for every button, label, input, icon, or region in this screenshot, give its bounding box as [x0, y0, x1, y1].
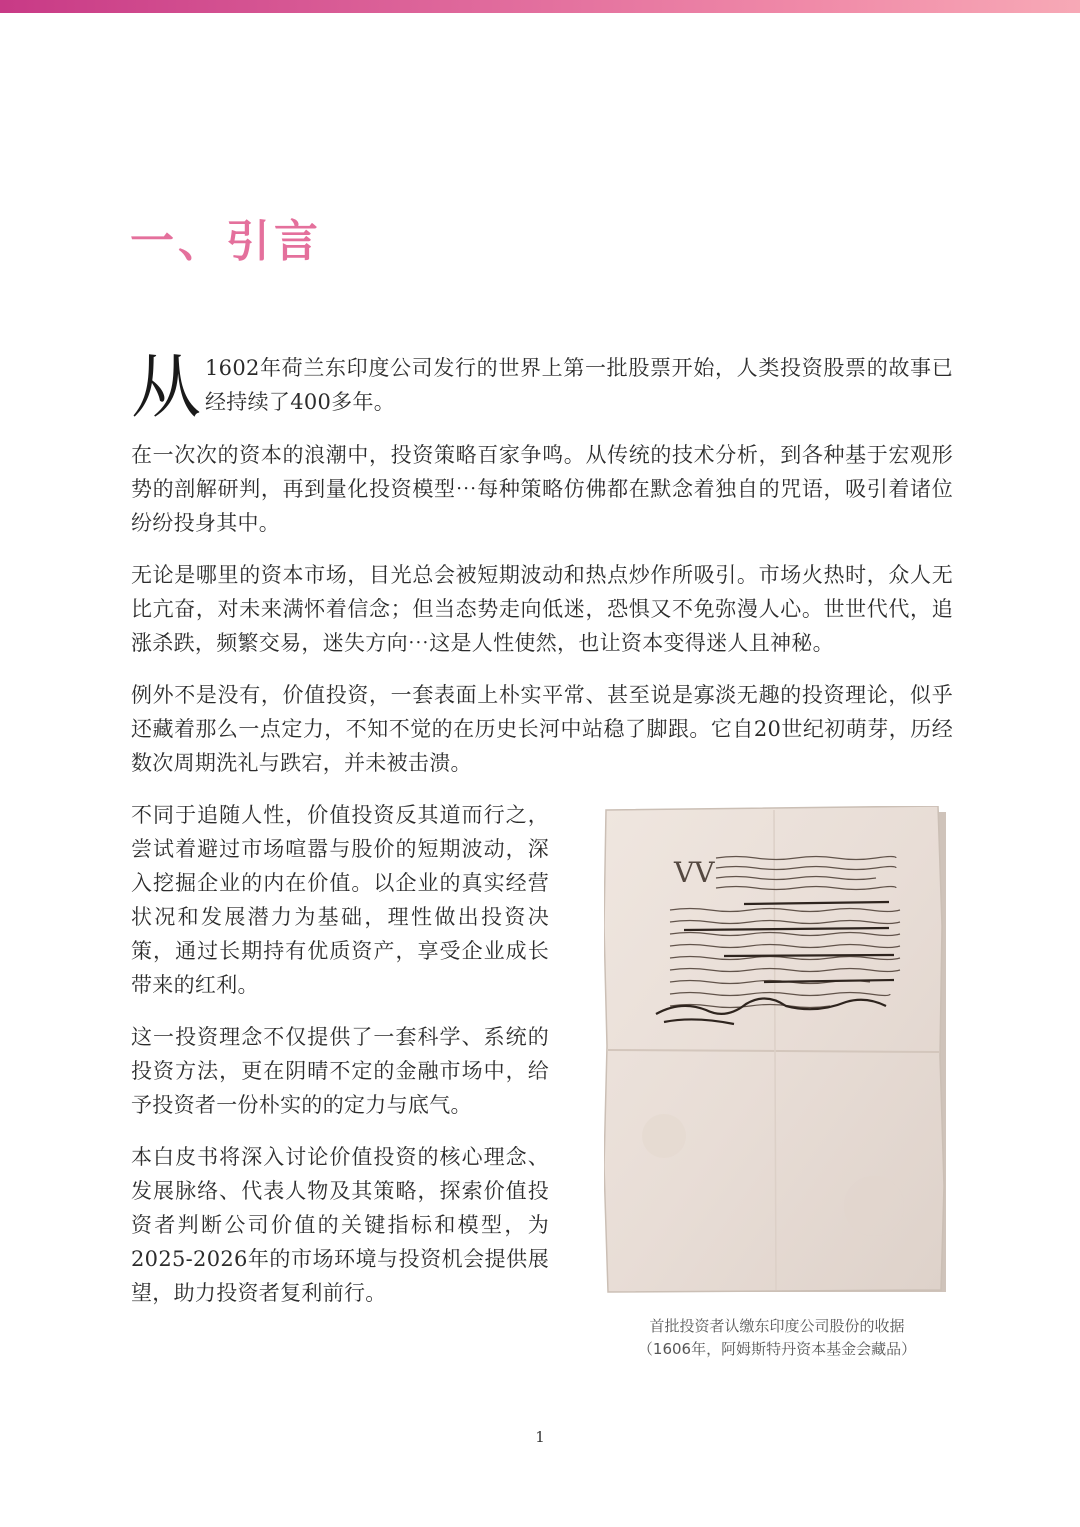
paragraph: 不同于追随人性，价值投资反其道而行之，尝试着避过市场喧嚣与股价的短期波动，深入挖掘企业的内在价值。以企业的真实经营状况和发展潜力为基础，理性做出投资决策，通过长期持有优质资产，享受企业成长带来的红利。 [131, 803, 549, 997]
paragraph: 例外不是没有，价值投资，一套表面上朴实平常、甚至说是寡淡无趣的投资理论，似乎还藏着那么一点定力，不知不觉的在历史长河中站稳了脚跟。它自20世纪初萌芽，历经数次周期洗礼与跌宕，并未被击溃。 [131, 683, 953, 775]
paragraph: 这一投资理念不仅提供了一套科学、系统的投资方法，更在阴晴不定的金融市场中，给予投资者一份朴实的的定力与底气。 [131, 1025, 549, 1117]
caption-line: 首批投资者认缴东印度公司股份的收据 [649, 1317, 905, 1335]
intro-paragraph [131, 346, 953, 428]
top-accent-bar [0, 0, 1080, 13]
paragraph: 在一次次的资本的浪潮中，投资策略百家争鸣。从传统的技术分析，到各种基于宏观形势的剖解研判，再到量化投资模型⋯每种策略仿佛都在默念着独自的咒语，吸引着诸位纷纷投身其中。 [131, 443, 953, 535]
paragraph: 本白皮书将深入讨论价值投资的核心理念、发展脉络、代表人物及其策略，探索价值投资者判断公司价值的关键指标和模型，为2025-2026年的市场环境与投资机会提供展望，助力投资者复利前行。 [131, 1145, 549, 1305]
paragraph: 无论是哪里的资本市场，目光总会被短期波动和热点炒作所吸引。市场火热时，众人无比亢奋，对未来满怀着信念；但当态势走向低迷，恐惧又不免弥漫人心。世世代代，追涨杀跌，频繁交易，迷失方向⋯这是人性使然，也让资本变得迷人且神秘。 [131, 563, 953, 655]
caption-line: （1606年，阿姆斯特丹资本基金会藏品） [637, 1340, 917, 1358]
drop-cap: 从 [131, 346, 202, 428]
svg-text:VV: VV [674, 856, 715, 889]
section-title: 一、引言 [130, 216, 322, 267]
figure-caption [590, 1315, 964, 1361]
page-number: 1 [535, 1428, 545, 1446]
intro-text: 1602年荷兰东印度公司发行的世界上第一批股票开始，人类投资股票的故事已经持续了400多年。 [205, 356, 953, 414]
historic-receipt-image [604, 806, 948, 1294]
